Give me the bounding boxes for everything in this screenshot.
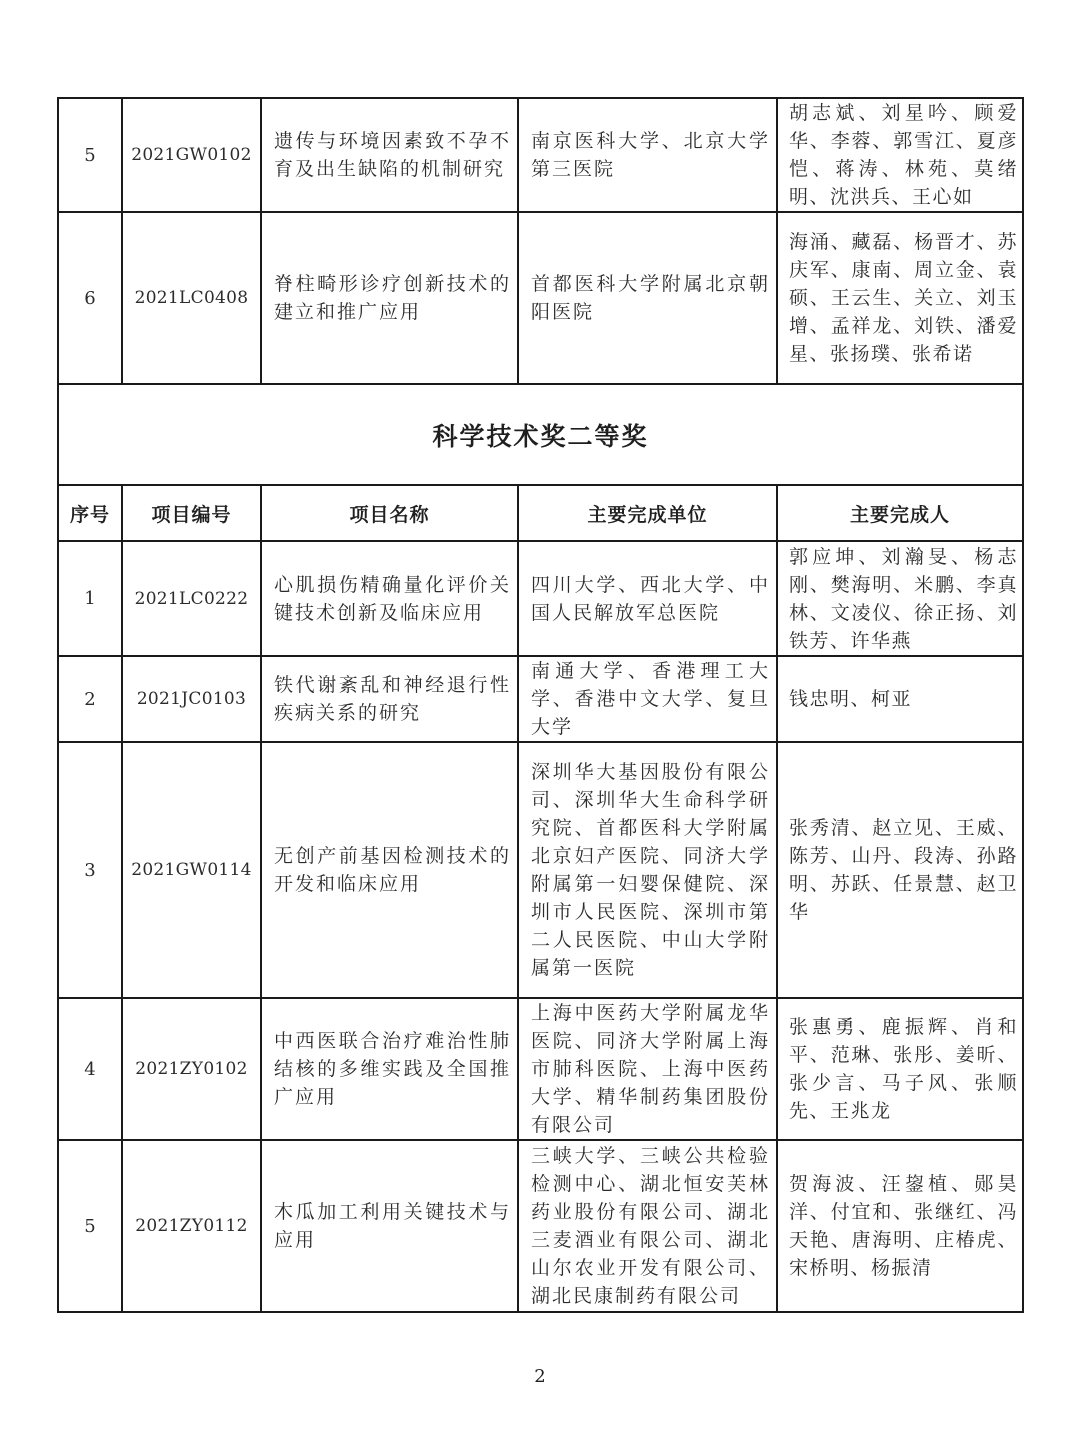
section-title-row xyxy=(58,384,1023,485)
row-index: 4 xyxy=(58,998,122,1140)
completing-people: 贺海波、汪鋆植、郧昊洋、付宜和、张继红、冯天艳、唐海明、庄椿虎、宋桥明、杨振清 xyxy=(777,1140,1023,1312)
header-code: 项目编号 xyxy=(122,485,261,541)
table-row xyxy=(58,212,1023,384)
completing-units: 上海中医药大学附属龙华医院、同济大学附属上海市肺科医院、上海中医药大学、精华制药集团股份有限公司 xyxy=(518,998,777,1140)
project-name: 无创产前基因检测技术的开发和临床应用 xyxy=(261,742,518,998)
header-row xyxy=(58,485,1023,541)
table-row xyxy=(58,656,1023,742)
completing-people: 钱忠明、柯亚 xyxy=(777,656,1023,742)
project-name: 脊柱畸形诊疗创新技术的建立和推广应用 xyxy=(261,212,518,384)
completing-units: 首都医科大学附属北京朝阳医院 xyxy=(518,212,777,384)
completing-people: 张惠勇、鹿振辉、肖和平、范琳、张彤、姜昕、张少言、马子风、张顺先、王兆龙 xyxy=(777,998,1023,1140)
completing-people: 海涌、藏磊、杨晋才、苏庆军、康南、周立金、袁硕、王云生、关立、刘玉增、孟祥龙、刘铁、潘爱星、张扬璞、张希诺 xyxy=(777,212,1023,384)
table-row xyxy=(58,742,1023,998)
section-title: 科学技术奖二等奖 xyxy=(58,384,1023,485)
row-index: 1 xyxy=(58,541,122,656)
completing-units: 四川大学、西北大学、中国人民解放军总医院 xyxy=(518,541,777,656)
table-row xyxy=(58,1140,1023,1312)
header-index: 序号 xyxy=(58,485,122,541)
project-code: 2021GW0114 xyxy=(122,742,261,998)
row-index: 2 xyxy=(58,656,122,742)
table-row xyxy=(58,998,1023,1140)
page-number: 2 xyxy=(534,1366,546,1387)
award-table xyxy=(57,97,1024,1313)
project-name: 铁代谢紊乱和神经退行性疾病关系的研究 xyxy=(261,656,518,742)
project-code: 2021JC0103 xyxy=(122,656,261,742)
project-code: 2021LC0222 xyxy=(122,541,261,656)
table-row xyxy=(58,541,1023,656)
header-units: 主要完成单位 xyxy=(518,485,777,541)
project-code: 2021LC0408 xyxy=(122,212,261,384)
header-people: 主要完成人 xyxy=(777,485,1023,541)
completing-people: 张秀清、赵立见、王威、陈芳、山丹、段涛、孙路明、苏跃、任景慧、赵卫华 xyxy=(777,742,1023,998)
table-row xyxy=(58,98,1023,212)
completing-units: 南通大学、香港理工大学、香港中文大学、复旦大学 xyxy=(518,656,777,742)
completing-units: 三峡大学、三峡公共检验检测中心、湖北恒安芙林药业股份有限公司、湖北三麦酒业有限公司、湖北山尔农业开发有限公司、湖北民康制药有限公司 xyxy=(518,1140,777,1312)
completing-units: 深圳华大基因股份有限公司、深圳华大生命科学研究院、首都医科大学附属北京妇产医院、同济大学附属第一妇婴保健院、深圳市人民医院、深圳市第二人民医院、中山大学附属第一医院 xyxy=(518,742,777,998)
row-index: 5 xyxy=(58,98,122,212)
project-name: 心肌损伤精确量化评价关键技术创新及临床应用 xyxy=(261,541,518,656)
completing-people: 胡志斌、刘星吟、顾爱华、李蓉、郭雪江、夏彦恺、蒋涛、林苑、莫绪明、沈洪兵、王心如 xyxy=(777,98,1023,212)
row-index: 3 xyxy=(58,742,122,998)
project-name: 遗传与环境因素致不孕不育及出生缺陷的机制研究 xyxy=(261,98,518,212)
project-code: 2021ZY0112 xyxy=(122,1140,261,1312)
completing-units: 南京医科大学、北京大学第三医院 xyxy=(518,98,777,212)
project-name: 中西医联合治疗难治性肺结核的多维实践及全国推广应用 xyxy=(261,998,518,1140)
project-code: 2021ZY0102 xyxy=(122,998,261,1140)
project-code: 2021GW0102 xyxy=(122,98,261,212)
project-name: 木瓜加工利用关键技术与应用 xyxy=(261,1140,518,1312)
row-index: 6 xyxy=(58,212,122,384)
header-name: 项目名称 xyxy=(261,485,518,541)
row-index: 5 xyxy=(58,1140,122,1312)
completing-people: 郭应坤、刘瀚旻、杨志刚、樊海明、米鹏、李真林、文凌仪、徐正扬、刘铁芳、许华燕 xyxy=(777,541,1023,656)
